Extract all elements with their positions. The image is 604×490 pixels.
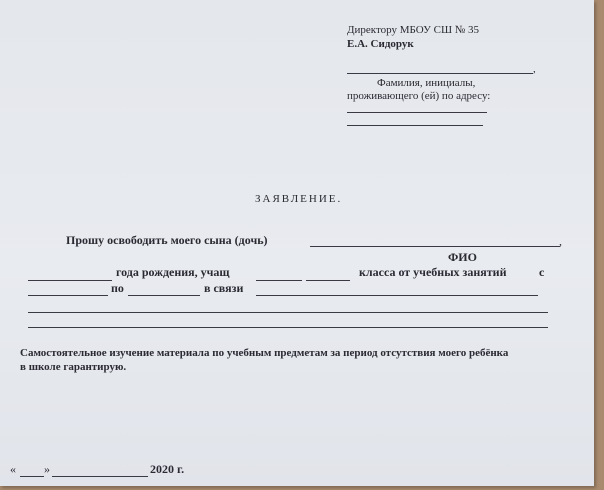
end-date-blank[interactable] <box>128 295 200 296</box>
reason-blank-line-3[interactable] <box>28 327 548 328</box>
month-blank[interactable] <box>52 476 148 477</box>
child-name-blank[interactable] <box>310 246 560 247</box>
reason-blank[interactable] <box>256 295 538 296</box>
from-label-address: проживающего (ей) по адресу: <box>347 90 491 102</box>
date-quote-open: « <box>10 462 16 476</box>
request-text: Прошу освободить моего сына (дочь) <box>66 233 268 247</box>
class-number-blank[interactable] <box>306 280 350 281</box>
address-blank-line-1[interactable] <box>347 112 487 113</box>
addressee-line: Директору МБОУ СШ № 35 <box>347 24 480 36</box>
guarantee-text-line-1: Самостоятельное изучение материала по учебным предметам за период отсутствия моего ребёнка <box>20 347 509 359</box>
header-comma: , <box>533 63 536 75</box>
birth-year-blank[interactable] <box>28 280 112 281</box>
class-text: класса от учебных занятий <box>359 265 507 279</box>
to-date-label: по <box>111 281 124 295</box>
director-name: Е.А. Сидорук <box>347 38 414 50</box>
name-blank-line[interactable] <box>347 73 533 74</box>
fio-label: ФИО <box>448 250 477 264</box>
birth-year-text: года рождения, учащ <box>116 265 230 279</box>
from-date-label: с <box>539 265 545 279</box>
student-gender-blank[interactable] <box>256 280 302 281</box>
reason-label: в связи <box>204 281 244 295</box>
year-label: 2020 г. <box>150 462 185 476</box>
line1-comma: , <box>559 234 562 248</box>
date-quote-close: » <box>44 462 50 476</box>
guarantee-text-line-2: в школе гарантирую. <box>20 361 127 373</box>
start-date-blank[interactable] <box>28 295 108 296</box>
from-label-name: Фамилия, инициалы, <box>377 77 476 89</box>
address-blank-line-2[interactable] <box>347 125 483 126</box>
day-blank[interactable] <box>20 476 44 477</box>
reason-blank-line-2[interactable] <box>28 312 548 313</box>
document-title: ЗАЯВЛЕНИЕ. <box>255 193 343 205</box>
